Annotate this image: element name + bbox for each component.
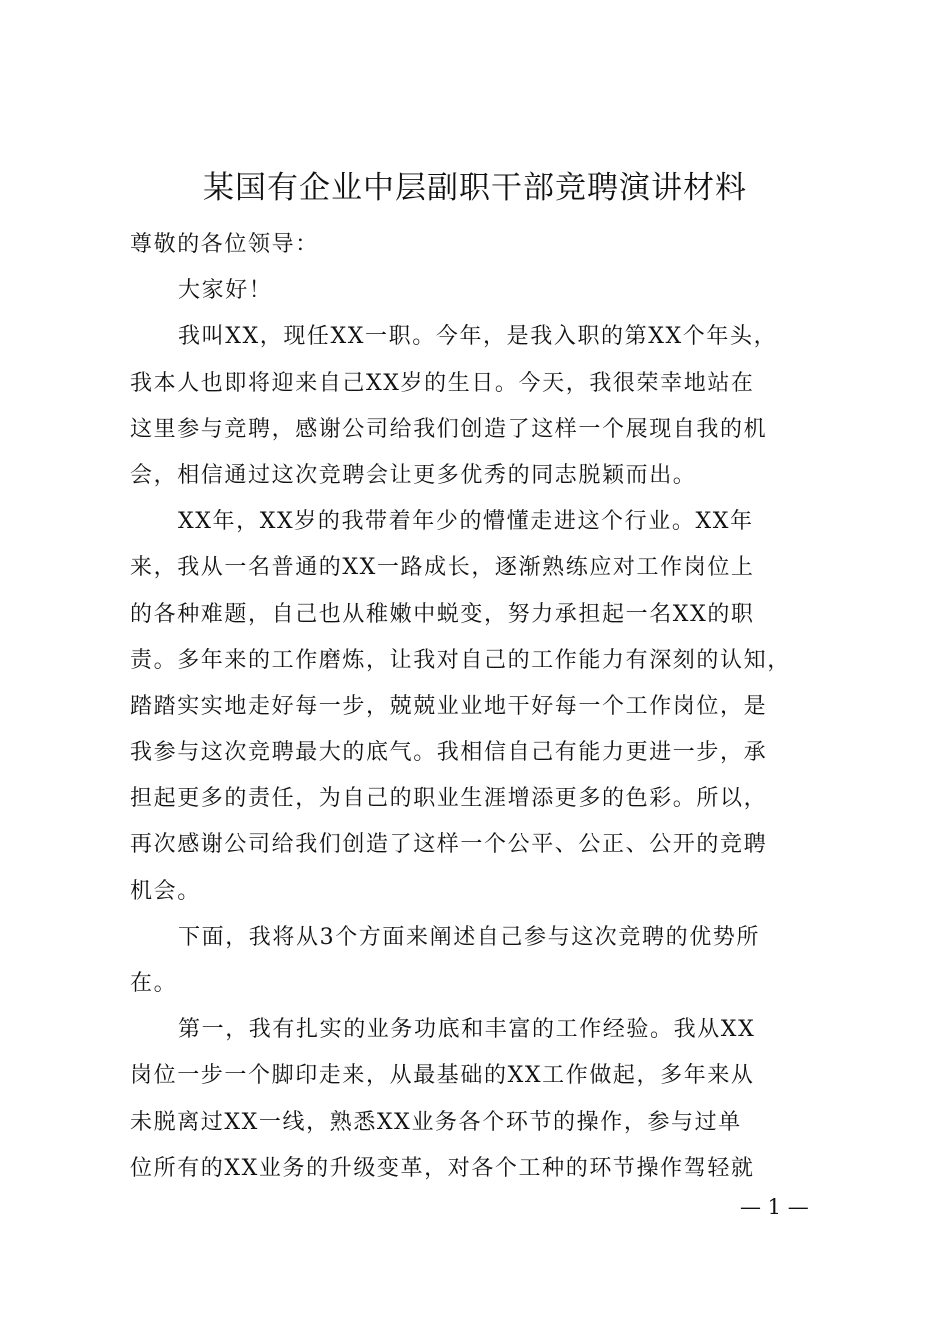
text-line: 岗位一步一个脚印走来，从最基础的XX工作做起，多年来从	[130, 1063, 755, 1089]
text-line: 再次感谢公司给我们创造了这样一个公平、公正、公开的竞聘	[130, 832, 768, 858]
page-number: — 1 —	[740, 1195, 809, 1219]
greeting-line: 大家好！	[178, 278, 273, 304]
text-line: 踏踏实实地走好每一步，兢兢业业地干好每一个工作岗位，是	[130, 693, 768, 719]
text-line: 我本人也即将迎来自己XX岁的生日。今天，我很荣幸地站在	[130, 370, 755, 396]
text-line: 来，我从一名普通的XX一路成长，逐渐熟练应对工作岗位上	[130, 555, 755, 581]
document-body	[130, 222, 820, 1192]
text-line: 会，相信通过这次竞聘会让更多优秀的同志脱颖而出。	[130, 462, 697, 488]
text-line: 下面，我将从3个方面来阐述自己参与这次竞聘的优势所	[178, 924, 760, 950]
text-line: XX年，XX岁的我带着年少的懵懂走进这个行业。XX年	[178, 509, 754, 535]
text-line: 在。	[130, 971, 178, 996]
text-line: 位所有的XX业务的升级变革，对各个工种的环节操作驾轻就	[130, 1155, 755, 1181]
salutation-line: 尊敬的各位领导：	[130, 232, 319, 257]
text-line: 我叫XX，现任XX一职。今年，是我入职的第XX个年头，	[178, 324, 778, 350]
text-line: 的各种难题，自己也从稚嫩中蜕变，努力承担起一名XX的职	[130, 601, 755, 627]
text-line: 我参与这次竞聘最大的底气。我相信自己有能力更进一步，承	[130, 740, 768, 766]
text-line: 第一，我有扎实的业务功底和丰富的工作经验。我从XX	[178, 1017, 756, 1043]
text-line: 责。多年来的工作磨炼，让我对自己的工作能力有深刻的认知，	[130, 647, 791, 673]
document-title: 某国有企业中层副职干部竞聘演讲材料	[203, 170, 747, 206]
text-line: 未脱离过XX一线，熟悉XX业务各个环节的操作，参与过单	[130, 1109, 742, 1135]
text-line: 机会。	[130, 878, 201, 904]
text-line: 担起更多的责任，为自己的职业生涯增添更多的色彩。所以，	[130, 786, 768, 812]
text-line: 这里参与竞聘，感谢公司给我们创造了这样一个展现自我的机	[130, 416, 768, 442]
